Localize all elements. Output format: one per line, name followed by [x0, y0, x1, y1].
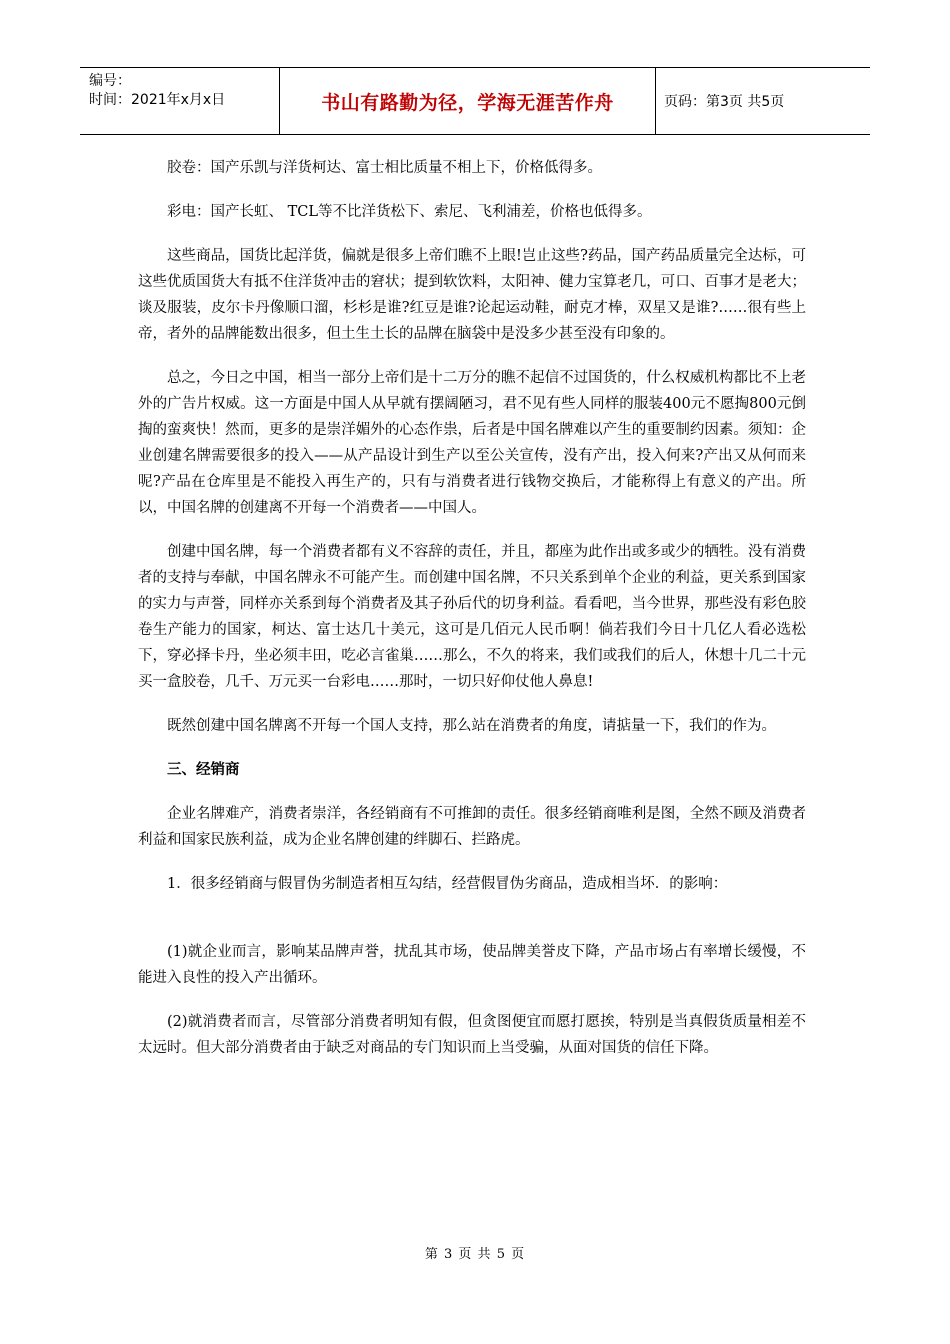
paragraph: 彩电：国产长虹、 TCL等不比洋货松下、索尼、飞利浦差，价格也低得多。 [167, 204, 652, 220]
paragraph: (2)就消费者而言，尽管部分消费者明知有假，但贪图便宜而愿打愿挨，特别是当真假货质量相差不太远时。但大部分消费者由于缺乏对商品的专门知识而上当受骗，从面对国货的信任下降。 [138, 1014, 806, 1056]
paragraph: (1)就企业而言，影响某品牌声誉，扰乱其市场，使品牌美誉皮下降，产品市场占有率增长缓慢，不能进入良性的投入产出循环。 [138, 944, 806, 986]
document-time-label: 时间：2021年x月x日 [89, 92, 226, 108]
paragraph: 这些商品，国货比起洋货，偏就是很多上帝们瞧不上眼!岂止这些?药品，国产药品质量完全达标，可这些优质国货大有抵不住洋货冲击的窘状；提到软饮料，太阳神、健力宝算老几，可口、百事才是老大；谈及服装，皮尔卡丹像顺口溜，杉杉是谁?红豆是谁?论起运动鞋，耐克才棒，双星又是谁?……很有些上帝，者外的品牌能数出很多，但土生土长的品牌在脑袋中是没多少甚至没有印象的。 [138, 248, 806, 342]
paragraph: 创建中国名牌，每一个消费者都有义不容辞的责任，并且，都座为此作出或多或少的牺牲。没有消费者的支持与奉献，中国名牌永不可能产生。而创建中国名牌，不只关系到单个企业的利益，更关系到国家的实力与声誉，同样亦关系到每个消费者及其子孙后代的切身利益。看看吧，当今世界，那些没有彩色胶卷生产能力的国家，柯达、富士达几十美元，这可是几佰元人民币啊！倘若我们今日十几亿人看必选松下，穿必择卡丹，坐必须丰田，吃必言雀巢……那么，不久的将来，我们或我们的后人，休想十几二十元买一盒胶卷，几千、万元买一台彩电……那时，一切只好仰仗他人鼻息! [138, 544, 806, 690]
header-motto: 书山有路勤为径，学海无涯苦作舟 [280, 68, 656, 134]
header-page-indicator: 页码：第3页 共5页 [664, 94, 785, 110]
paragraph: 胶卷：国产乐凯与洋货柯达、富士相比质量不相上下，价格低得多。 [167, 160, 602, 176]
paragraph: 既然创建中国名牌离不开每一个国人支持，那么站在消费者的角度，请掂量一下，我们的作为。 [167, 718, 776, 734]
paragraph: 1．很多经销商与假冒伪劣制造者相互勾结，经营假冒伪劣商品，造成相当坏．的影响： [167, 876, 728, 892]
page-header [80, 67, 870, 135]
page-footer: 第 3 页 共 5 页 [424, 1247, 526, 1262]
paragraph: 总之，今日之中国，相当一部分上帝们是十二万分的瞧不起信不过国货的，什么权威机构都比不上老外的广告片权威。这一方面是中国人从早就有摆阔陋习，君不见有些人同样的服装400元不愿掏800元倒掏的蛮爽快！然而，更多的是崇洋媚外的心态作祟，后者是中国名牌难以产生的重要制约因素。须知：企业创建名牌需要很多的投入——从产品设计到生产以至公关宣传，没有产出，投入何来?产出又从何而来呢?产品在仓库里是不能投入再生产的，只有与消费者进行钱物交换后，才能称得上有意义的产出。所以，中国名牌的创建离不开每一个消费者——中国人。 [138, 370, 806, 516]
paragraph: 企业名牌难产，消费者崇洋，各经销商有不可推卸的责任。很多经销商唯利是图，全然不顾及消费者利益和国家民族利益，成为企业名牌创建的绊脚石、拦路虎。 [138, 806, 806, 848]
document-number-label: 编号： [89, 73, 131, 89]
header-meta-cell [80, 68, 280, 134]
document-body [138, 155, 806, 1079]
section-heading: 三、经销商 [167, 762, 240, 778]
